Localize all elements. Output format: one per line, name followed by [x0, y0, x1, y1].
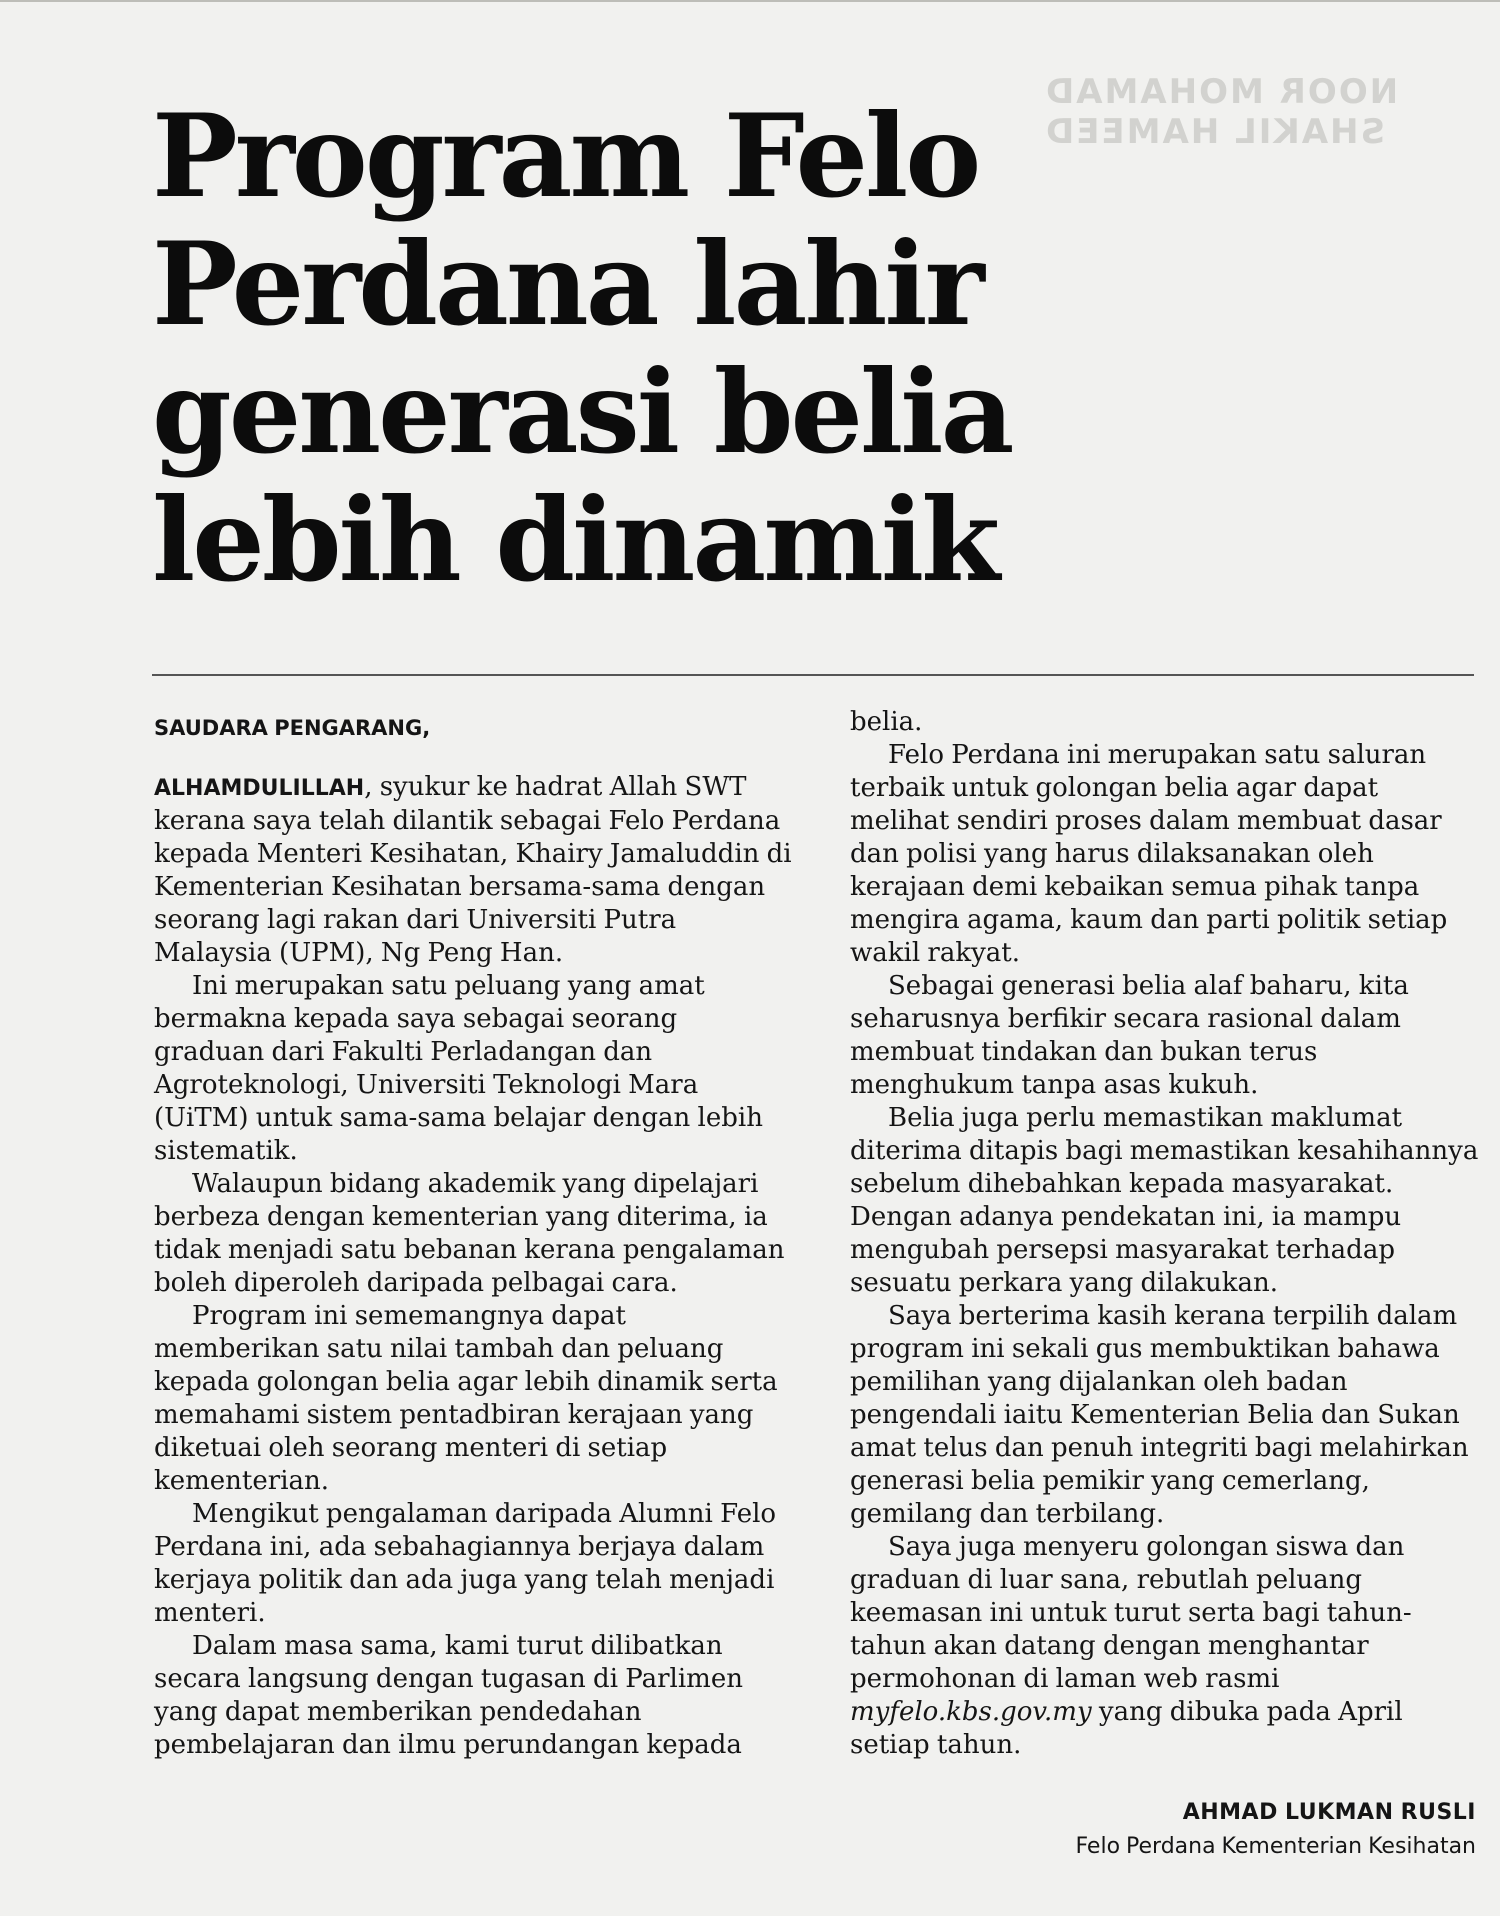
- right-column: [850, 706, 1480, 1864]
- paragraph-11: [850, 1531, 1480, 1762]
- paragraph-5: Mengikut pengalaman daripada Alumni Felo Perdana ini, ada sebahagiannya berjaya dalam kerjaya politik dan ada juga yang telah menjadi menteri.: [154, 1499, 777, 1628]
- lead-word: ALHAMDULILLAH: [154, 776, 365, 801]
- signature-block: [850, 1796, 1480, 1864]
- paragraph-6: Dalam masa sama, kami turut dilibatkan secara langsung dengan tugasan di Parlimen yang dapat memberikan pendedahan pembelajaran dan ilmu perundangan kepada: [154, 1631, 743, 1760]
- headline-divider: [152, 674, 1474, 676]
- paragraph-11-text: Saya juga menyeru golongan siswa dan graduan di luar sana, rebutlah peluang keemasan ini untuk turut serta bagi tahun-tahun akan datang dengan menghantar permohonan di laman web rasmi: [850, 1532, 1412, 1694]
- left-column: [154, 702, 794, 1762]
- salutation: SAUDARA PENGARANG,: [154, 716, 431, 740]
- paragraph-1: [154, 771, 794, 970]
- author-name: AHMAD LUKMAN RUSLI: [1182, 1800, 1476, 1825]
- bleed-through-byline: NOOR MOHAMAD SHAKIL HAMEED: [1044, 72, 1399, 152]
- paragraph-4: Program ini sememangnya dapat memberikan satu nilai tambah dan peluang kepada golongan belia agar lebih dinamik serta memahami sistem pentadbiran kerajaan yang diketuai oleh seorang menteri di setiap kementerian.: [154, 1301, 778, 1496]
- paragraph-8: Sebagai generasi belia alaf baharu, kita seharusnya berfikir secara rasional dalam membuat tindakan dan bukan terus menghukum tanpa asas kukuh.: [850, 971, 1409, 1100]
- paragraph-1-text: , syukur ke hadrat Allah SWT kerana saya telah dilantik sebagai Felo Perdana kepada Menteri Kesihatan, Khairy Jamaluddin di Kementerian Kesihatan bersama-sama dengan seorang lagi rakan dari Universiti Putra Malaysia (UPM), Ng Peng Han.: [154, 772, 792, 968]
- paragraph-9: Belia juga perlu memastikan maklumat diterima ditapis bagi memastikan kesahihannya sebelum dihebahkan kepada masyarakat. Dengan adanya pendekatan ini, ia mampu mengubah persepsi masyarakat terhadap sesuatu perkara yang dilakukan.: [850, 1103, 1479, 1298]
- paragraph-3: Walaupun bidang akademik yang dipelajari berbeza dengan kementerian yang diterima, ia tidak menjadi satu bebanan kerana pengalaman boleh diperoleh daripada pelbagai cara.: [154, 1169, 785, 1298]
- headline: Program Felo Perdana lahir generasi belia lebih dinamik: [152, 89, 1012, 607]
- author-title: Felo Perdana Kementerian Kesihatan: [1075, 1834, 1476, 1859]
- paragraph-6-continuation: belia.: [850, 707, 923, 737]
- paragraph-2: Ini merupakan satu peluang yang amat bermakna kepada saya sebagai seorang graduan dari Fakulti Perladangan dan Agroteknologi, Universiti Teknologi Mara (UiTM) untuk sama-sama belajar dengan lebih sistematik.: [154, 971, 763, 1166]
- website-url: myfelo.kbs.gov.my: [850, 1697, 1092, 1727]
- paragraph-7: Felo Perdana ini merupakan satu saluran terbaik untuk golongan belia agar dapat melihat sendiri proses dalam membuat dasar dan polisi yang harus dilaksanakan oleh kerajaan demi kebaikan semua pihak tanpa mengira agama, kaum dan parti politik setiap wakil rakyat.: [850, 740, 1448, 968]
- paragraph-10: Saya berterima kasih kerana terpilih dalam program ini sekali gus membuktikan bahawa pemilihan yang dijalankan oleh badan pengendali iaitu Kementerian Belia dan Sukan amat telus dan penuh integriti bagi melahirkan generasi belia pemikir yang cemerlang, gemilang dan terbilang.: [850, 1301, 1469, 1529]
- paragraph-11-tail: yang dibuka pada April setiap tahun.: [850, 1697, 1403, 1760]
